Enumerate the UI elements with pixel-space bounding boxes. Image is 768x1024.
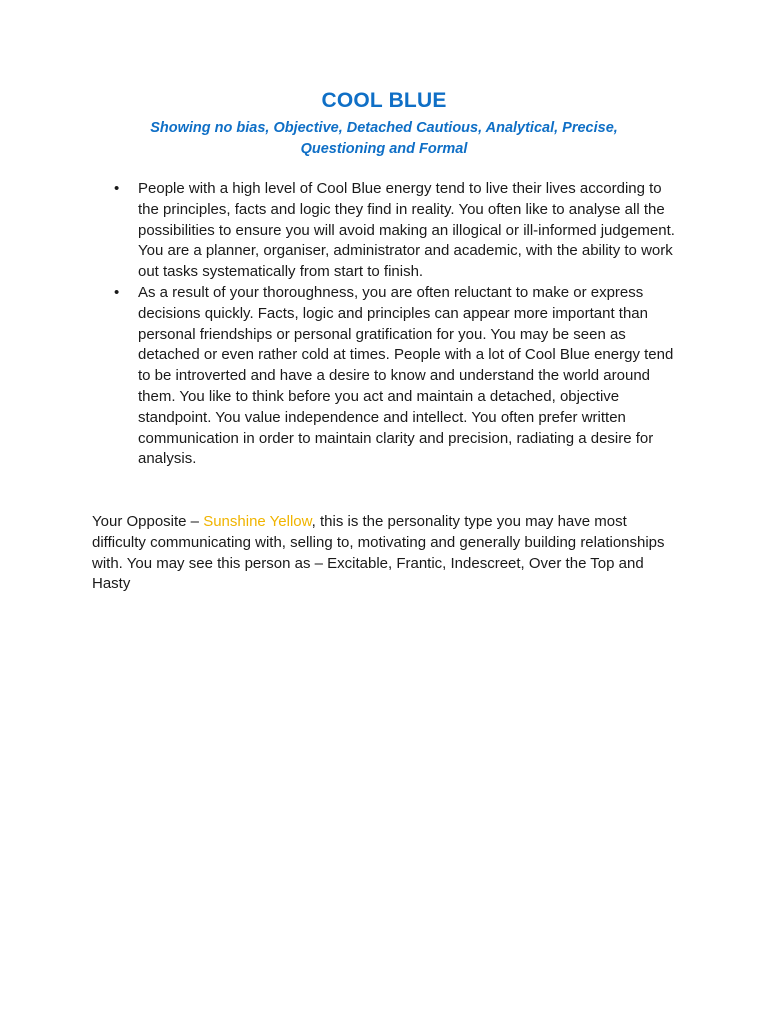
bullet-text: People with a high level of Cool Blue energy tend to live their lives according to the principles, facts and logic they find in reality. You often like to analyse all the possibilities to ensure you will avoid making an illogical or ill-informed judgement. You are a planner, organiser, administrator and academic, with the ability to work out tasks systematically from start to finish. <box>138 180 675 281</box>
opposite-paragraph <box>92 512 684 595</box>
document-title: COOL BLUE <box>321 89 447 112</box>
document-subtitle: Showing no bias, Objective, Detached Cautious, Analytical, Precise, Questioning and Formal <box>150 120 618 157</box>
bullet-text: As a result of your thoroughness, you are often reluctant to make or express decisions quickly. Facts, logic and principles can appear more important than personal friendships or personal gratification for you. You may be seen as detached or even rather cold at times. People with a lot of Cool Blue energy tend to be introverted and have a desire to know and understand the world around them. You like to think before you act and maintain a detached, objective standpoint. You value independence and intellect. You often prefer written communication in order to maintain clarity and precision, radiating a desire for analysis. <box>138 283 674 468</box>
bullet-icon: • <box>114 283 120 301</box>
opposite-suffix: , this is the personality type you may have most difficulty communicating with, selling to, motivating and generally building relationships with. You may see this person as – Excitable, Frantic, Indescreet, Over the Top and Hasty <box>92 513 665 593</box>
opposite-prefix: Your Opposite – <box>92 513 204 530</box>
bullet-item <box>0 283 768 470</box>
opposite-highlight: Sunshine Yellow <box>203 513 312 530</box>
bullet-item <box>0 179 768 283</box>
bullet-icon: • <box>114 180 120 197</box>
bullet-list <box>0 179 768 470</box>
